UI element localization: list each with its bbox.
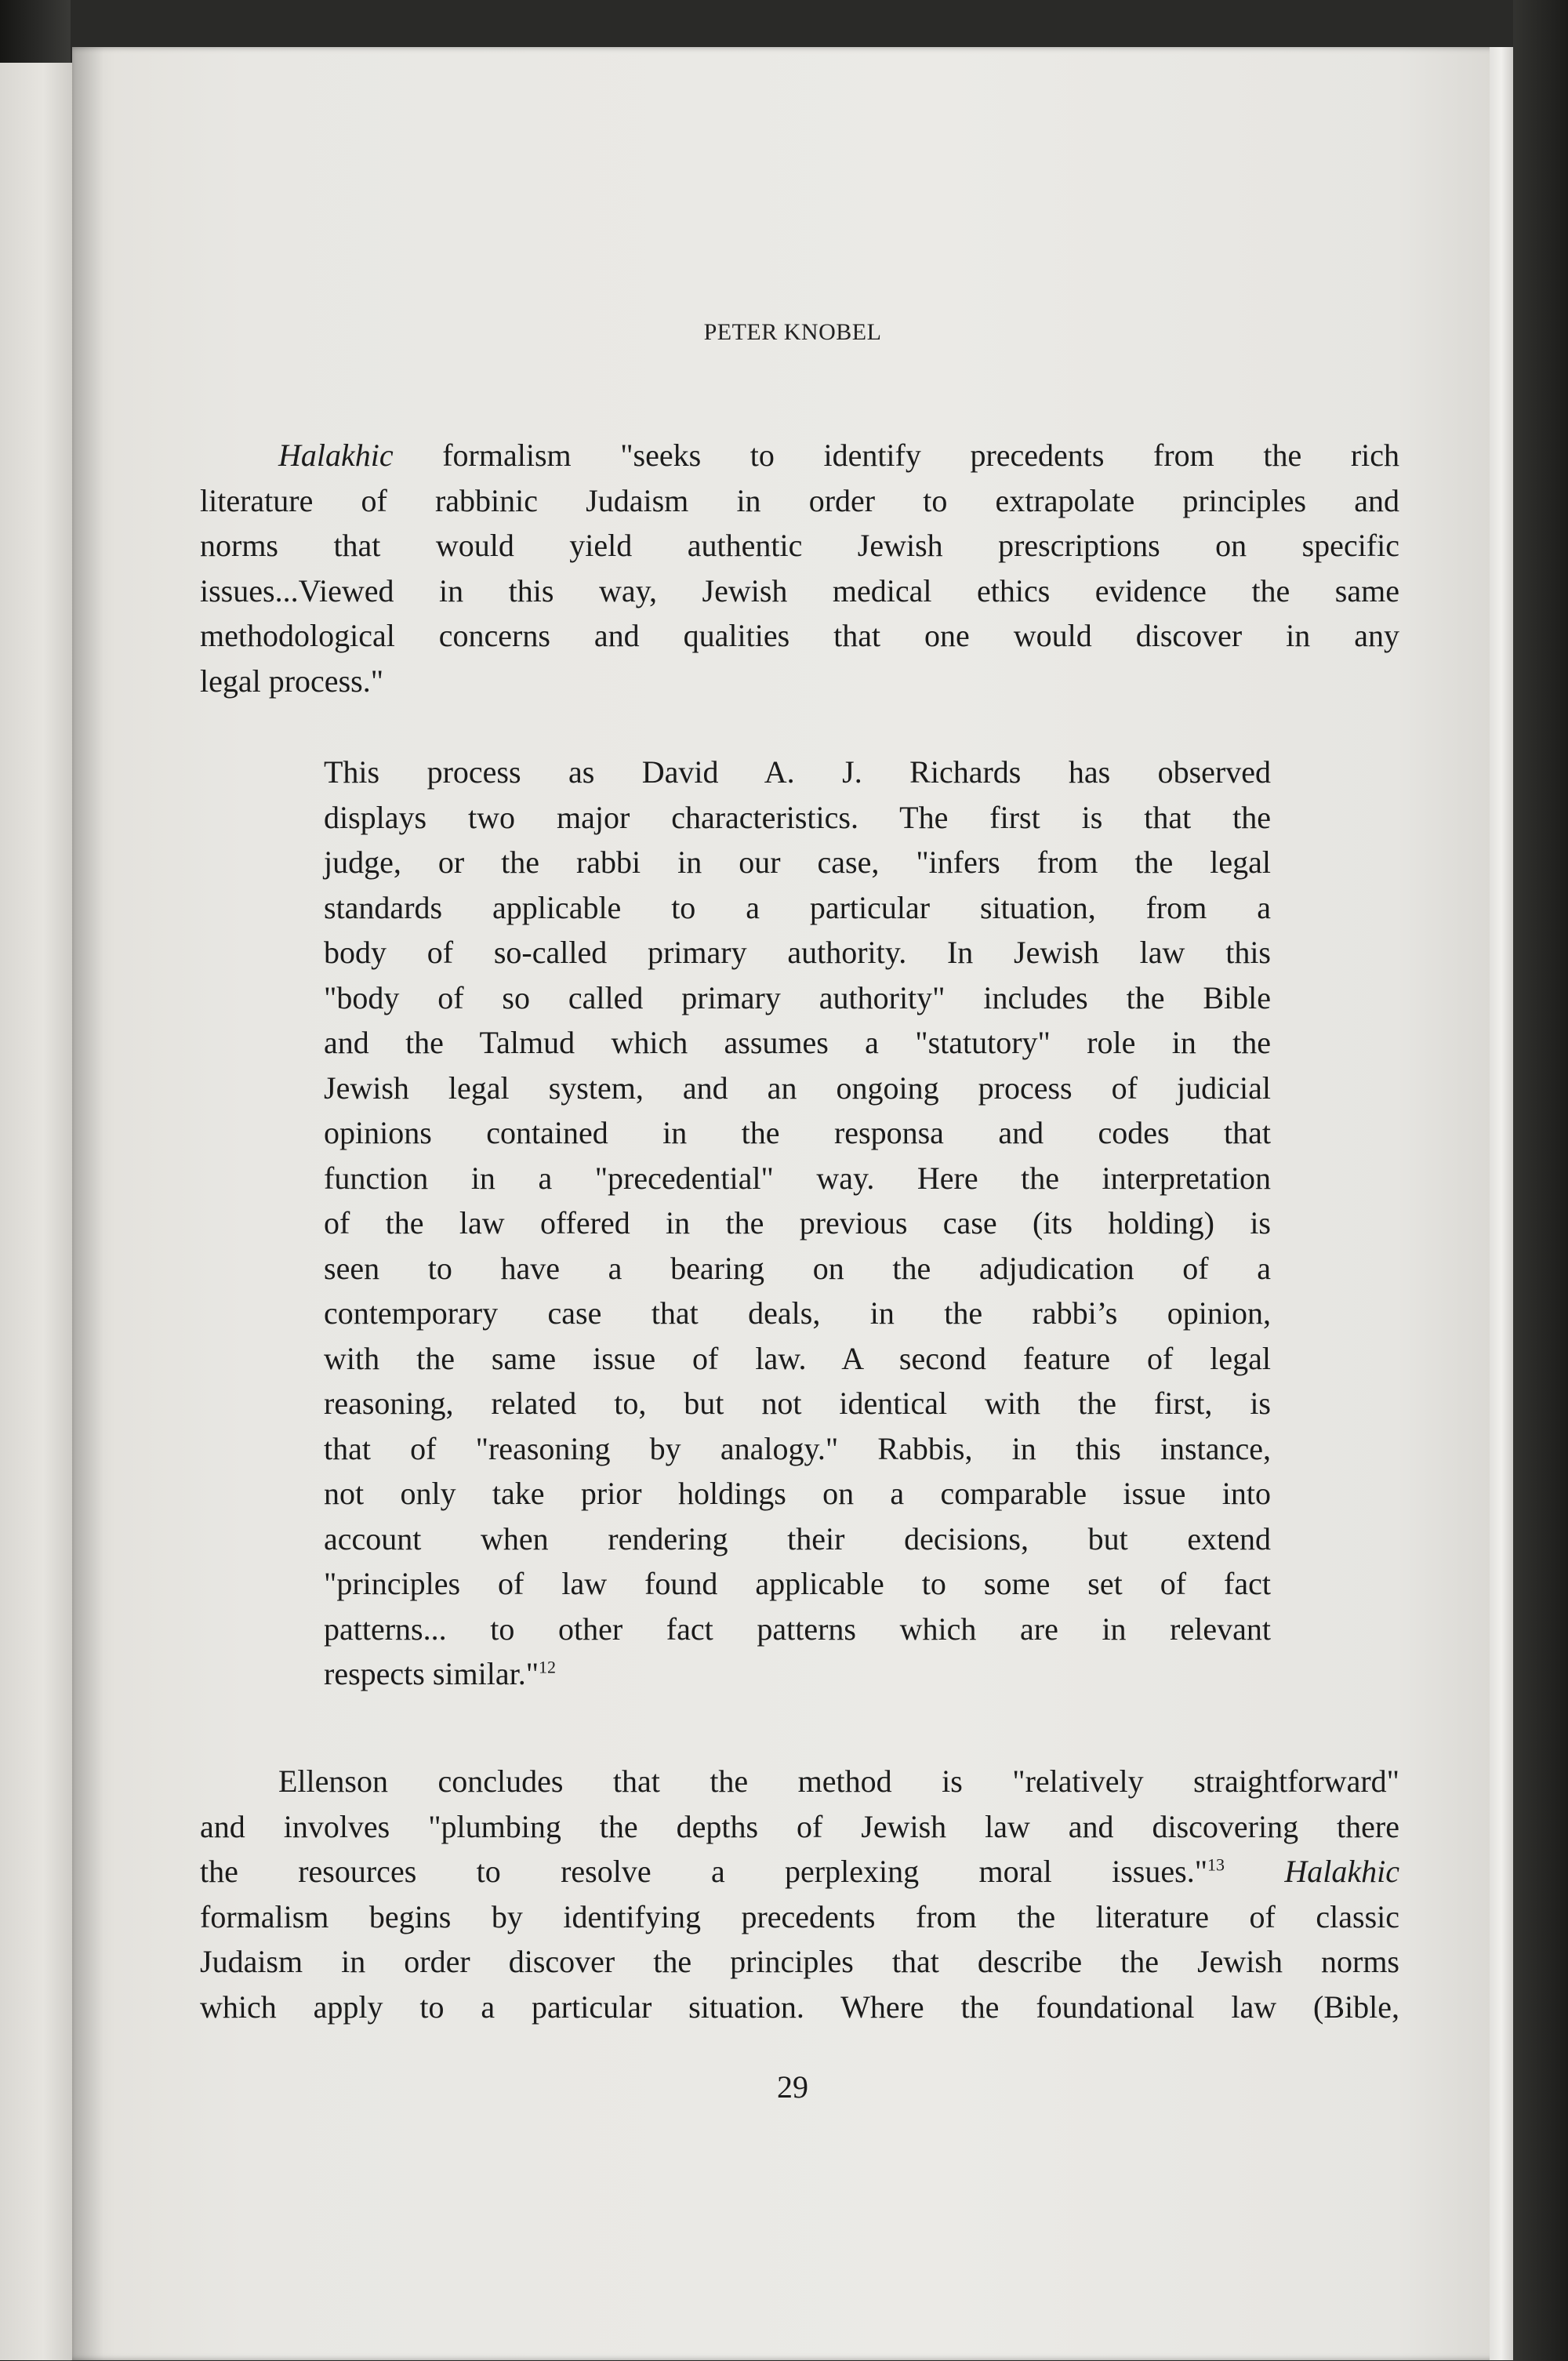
paragraph-1-line: literature of rabbinic Judaism in order to extrapolate principles and: [200, 482, 1399, 518]
quote-line: respects similar."$^{12}$: [324, 1656, 557, 1691]
block-quote: [324, 750, 1271, 1697]
quote-line: reasoning, related to, but not identical with the first, is: [324, 1386, 1271, 1421]
gutter-shadow: [72, 47, 103, 2360]
quote-line: with the same issue of law. A second feature of legal: [324, 1340, 1271, 1376]
paragraph-1-line: norms that would yield authentic Jewish prescriptions on specific: [200, 528, 1399, 563]
paragraph-1-line: methodological concerns and qualities that one would discover in any: [200, 618, 1399, 653]
quote-line: function in a "precedential" way. Here the interpretation: [324, 1160, 1271, 1196]
quote-line: seen to have a bearing on the adjudication of a: [324, 1250, 1271, 1286]
quote-line: judge, or the rabbi in our case, "infers from the legal: [324, 845, 1271, 880]
scanner-background-right: [1513, 0, 1568, 2361]
quote-line: standards applicable to a particular situation, from a: [324, 889, 1271, 925]
paragraph-1: [200, 433, 1399, 703]
quote-line: opinions contained in the responsa and codes that: [324, 1115, 1271, 1150]
paragraph-3-line: which apply to a particular situation. Where the foundational law (Bible,: [200, 1989, 1399, 2025]
quote-line: and the Talmud which assumes a "statutory" role in the: [324, 1025, 1271, 1060]
page-fore-edge: [1490, 47, 1513, 2360]
book-page: [72, 47, 1513, 2360]
quote-line: "principles of law found applicable to some set of fact: [324, 1566, 1271, 1601]
paragraph-1-line: legal process.": [200, 663, 384, 699]
quote-line: account when rendering their decisions, but extend: [324, 1520, 1271, 1556]
italic-term: Halakhic: [278, 438, 394, 473]
paragraph-3-line: Ellenson concludes that the method is "relatively straightforward": [278, 1763, 1399, 1799]
quote-line: that of "reasoning by analogy." Rabbis, in this instance,: [324, 1430, 1271, 1466]
paragraph-3-line: formalism begins by identifying precedents from the literature of classic: [200, 1898, 1399, 1934]
facing-page-edge: [0, 63, 72, 2360]
paragraph-3: [200, 1759, 1399, 2029]
quote-line: body of so-called primary authority. In Jewish law this: [324, 935, 1271, 970]
paragraph-3-line: Judaism in order discover the principles that describe the Jewish norms: [200, 1944, 1399, 1979]
page-number: 29: [777, 2069, 808, 2105]
running-head: PETER KNOBEL: [703, 319, 882, 345]
quote-line: patterns... to other fact patterns which are in relevant: [324, 1611, 1271, 1647]
footnote-ref: 13: [1207, 1854, 1225, 1875]
quote-line: not only take prior holdings on a comparable issue into: [324, 1476, 1271, 1511]
quote-line: Jewish legal system, and an ongoing process of judicial: [324, 1070, 1271, 1106]
quote-line: contemporary case that deals, in the rabbi’s opinion,: [324, 1295, 1271, 1331]
paragraph-3-line: the resources to resolve a perplexing moral issues."$^{13}$ Halakhic: [200, 1854, 1399, 1889]
quote-line: "body of so called primary authority" includes the Bible: [324, 979, 1271, 1015]
paragraph-3-line: and involves "plumbing the depths of Jewish law and discovering there: [200, 1808, 1399, 1844]
quote-line: of the law offered in the previous case (its holding) is: [324, 1205, 1271, 1240]
footnote-ref: 12: [539, 1657, 557, 1677]
paragraph-1-line: issues...Viewed in this way, Jewish medical ethics evidence the same: [200, 572, 1399, 608]
quote-line: This process as David A. J. Richards has observed: [324, 754, 1271, 790]
paragraph-1-line: Halakhic formalism "seeks to identify precedents from the rich: [278, 438, 1400, 473]
quote-line: displays two major characteristics. The first is that the: [324, 799, 1271, 835]
italic-term: Halakhic: [1284, 1854, 1399, 1889]
